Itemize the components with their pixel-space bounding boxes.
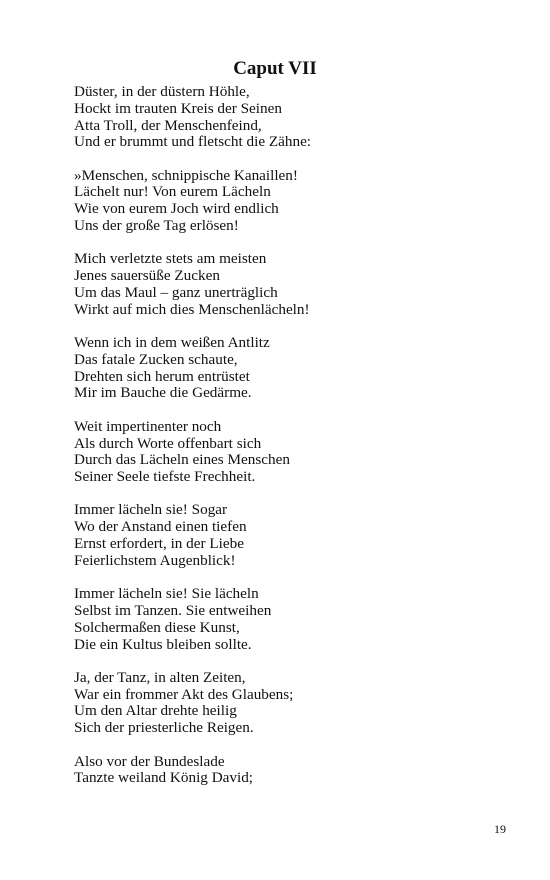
verse-line: Wenn ich in dem weißen Antlitz: [74, 334, 270, 352]
verse-line: Ja, der Tanz, in alten Zeiten,: [74, 668, 246, 686]
verse-line: Jenes sauersüße Zucken: [74, 267, 220, 285]
verse-line: Und er brummt und fletscht die Zähne:: [74, 133, 312, 151]
verse-line: Hockt im trauten Kreis der Seinen: [74, 99, 282, 117]
verse-line: Um das Maul – ganz unerträglich: [74, 283, 278, 301]
verse-line: Uns der große Tag erlösen!: [74, 217, 239, 235]
verse-line: Seiner Seele tiefste Frechheit.: [74, 468, 256, 486]
verse-line: Ernst erfordert, in der Liebe: [74, 535, 244, 553]
verse-line: Drehten sich herum entrüstet: [74, 367, 250, 385]
verse-line: Um den Altar drehte heilig: [74, 702, 237, 720]
stanza: [74, 586, 514, 653]
verse-line: Atta Troll, der Menschenfeind,: [74, 116, 262, 134]
stanza: [74, 670, 514, 737]
verse-line: »Menschen, schnippische Kanaillen!: [74, 166, 298, 184]
verse-line: Selbst im Tanzen. Sie entweihen: [74, 601, 272, 619]
verse-line: Das fatale Zucken schaute,: [74, 350, 238, 368]
stanza: [74, 335, 514, 402]
verse-line: Düster, in der düstern Höhle,: [74, 83, 250, 100]
stanza: [74, 419, 514, 486]
verse-line: Durch das Lächeln eines Menschen: [74, 451, 290, 469]
verse-line: Wo der Anstand einen tiefen: [74, 518, 247, 536]
verse-line: War ein frommer Akt des Glaubens;: [74, 685, 294, 703]
verse-line: Feierlichstem Augenblick!: [74, 551, 236, 569]
stanza: [74, 502, 514, 569]
verse-line: Wie von eurem Joch wird endlich: [74, 200, 279, 218]
stanza: [74, 168, 514, 235]
stanza: [74, 84, 514, 151]
page-title: Caput VII: [233, 58, 317, 79]
page-number: 19: [494, 822, 506, 836]
verse-line: Also vor der Bundeslade: [74, 752, 225, 770]
verse-line: Tanzte weiland König David;: [74, 769, 254, 787]
verse-line: Solchermaßen diese Kunst,: [74, 618, 240, 636]
verse-line: Immer lächeln sie! Sie lächeln: [74, 585, 259, 603]
verse-line: Die ein Kultus bleiben sollte.: [74, 635, 252, 653]
verse-line: Wirkt auf mich dies Menschenlächeln!: [74, 300, 310, 318]
stanza: [74, 251, 514, 318]
verse-line: Immer lächeln sie! Sogar: [74, 501, 228, 519]
verse-line: Mir im Bauche die Gedärme.: [74, 384, 252, 402]
poem-body: [74, 84, 514, 804]
verse-line: Als durch Worte offenbart sich: [74, 434, 262, 452]
verse-line: Weit impertinenter noch: [74, 417, 222, 435]
verse-line: Mich verletzte stets am meisten: [74, 250, 267, 268]
verse-line: Sich der priesterliche Reigen.: [74, 719, 254, 737]
verse-line: Lächelt nur! Von eurem Lächeln: [74, 183, 271, 201]
stanza: [74, 754, 514, 788]
